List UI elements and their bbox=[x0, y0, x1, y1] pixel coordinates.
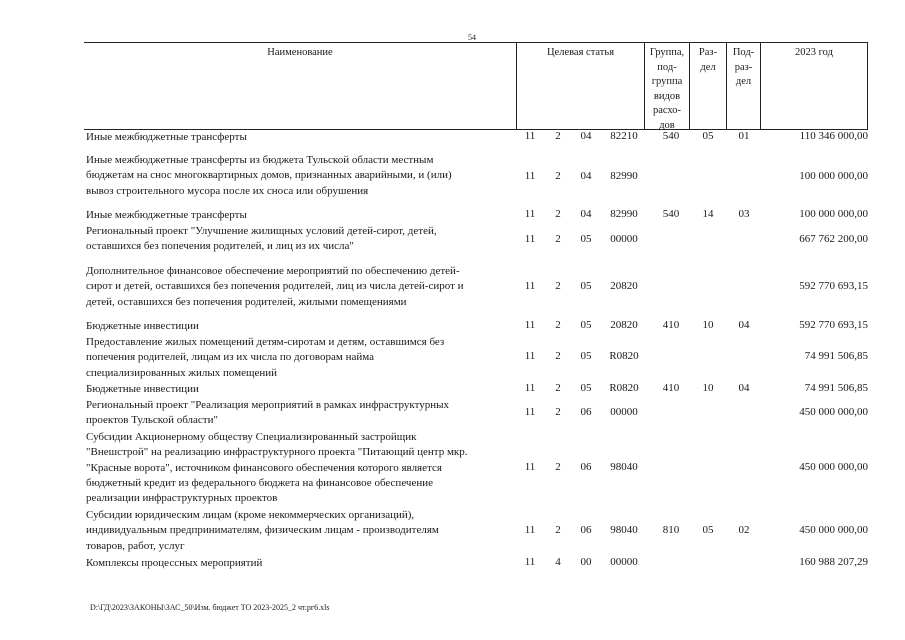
row-name-line: Дополнительное финансовое обеспечение мероприятий по обеспечению детей- bbox=[86, 265, 460, 277]
table-row bbox=[86, 153, 868, 199]
cell-code-2: 2 bbox=[555, 524, 561, 536]
cell-code-4: 00000 bbox=[610, 556, 638, 568]
cell-code-3: 04 bbox=[580, 130, 592, 142]
cell-code-4: 20820 bbox=[610, 280, 638, 292]
cell-subsection: 03 bbox=[738, 208, 750, 220]
cell-code-1: 11 bbox=[524, 556, 536, 568]
row-name bbox=[86, 335, 518, 381]
row-name-line: Бюджетные инвестиции bbox=[86, 320, 199, 332]
cell-code-1: 11 bbox=[524, 170, 536, 182]
cell-amount: 450 000 000,00 bbox=[799, 461, 868, 473]
row-name-line: проектов Тульской области" bbox=[86, 414, 218, 427]
cell-expense-group: 410 bbox=[662, 382, 680, 394]
header-group-line: видов bbox=[653, 90, 681, 102]
row-name bbox=[86, 130, 518, 145]
table-row bbox=[86, 130, 868, 145]
cell-code-1: 11 bbox=[524, 524, 536, 536]
header-subsection bbox=[726, 43, 760, 129]
cell-amount: 100 000 000,00 bbox=[799, 170, 868, 182]
cell-subsection: 04 bbox=[738, 319, 750, 331]
table-row bbox=[86, 224, 868, 255]
cell-code-2: 2 bbox=[555, 208, 561, 220]
cell-code-2: 2 bbox=[555, 170, 561, 182]
cell-section: 05 bbox=[702, 130, 714, 142]
table-row bbox=[86, 264, 868, 310]
cell-amount: 592 770 693,15 bbox=[799, 280, 868, 292]
cell-section: 10 bbox=[702, 382, 714, 394]
cell-section: 05 bbox=[702, 524, 714, 536]
cell-section: 14 bbox=[702, 208, 714, 220]
row-name-line: индивидуальным предпринимателям, физическим лицам - производителям bbox=[86, 524, 439, 537]
row-name bbox=[86, 430, 518, 506]
cell-code-1: 11 bbox=[524, 319, 536, 331]
row-name-line: Субсидии Акционерному обществу Специализированный застройщик bbox=[86, 431, 417, 443]
table-row bbox=[86, 319, 868, 334]
header-group-line: расхо- bbox=[652, 105, 682, 117]
header-target-article: Целевая статья bbox=[516, 43, 644, 129]
cell-code-3: 05 bbox=[580, 233, 592, 245]
header-group-line: Группа, bbox=[649, 47, 685, 58]
cell-subsection: 04 bbox=[738, 382, 750, 394]
cell-code-3: 04 bbox=[580, 170, 592, 182]
cell-code-2: 2 bbox=[555, 350, 561, 362]
header-subsection-line: раз- bbox=[734, 61, 753, 73]
row-name bbox=[86, 508, 518, 554]
row-name bbox=[86, 319, 518, 334]
row-name-line: Иные межбюджетные трансферты bbox=[86, 209, 247, 221]
cell-expense-group: 410 bbox=[662, 319, 680, 331]
cell-code-4: 20820 bbox=[610, 319, 638, 331]
cell-code-3: 06 bbox=[580, 461, 592, 473]
cell-code-2: 2 bbox=[555, 406, 561, 418]
row-name-line: Региональный проект "Улучшение жилищных условий детей-сирот, детей, bbox=[86, 225, 437, 237]
header-group-line: дов bbox=[659, 119, 675, 131]
header-section-line: дел bbox=[700, 61, 716, 73]
cell-code-2: 2 bbox=[555, 130, 561, 142]
table-row bbox=[86, 382, 868, 397]
cell-amount: 592 770 693,15 bbox=[799, 319, 868, 331]
cell-amount: 667 762 200,00 bbox=[799, 233, 868, 245]
cell-code-1: 11 bbox=[524, 233, 536, 245]
cell-code-2: 2 bbox=[555, 233, 561, 245]
table-row bbox=[86, 208, 868, 223]
row-name-line: Предоставление жилых помещений детям-сиротам и детям, оставшимся без bbox=[86, 336, 445, 348]
cell-code-4: 00000 bbox=[610, 406, 638, 418]
page-number: 54 bbox=[468, 33, 476, 42]
table-row bbox=[86, 508, 868, 554]
row-name bbox=[86, 382, 518, 397]
row-name-line: товаров, работ, услуг bbox=[86, 539, 185, 552]
footer-file-path: D:\ГД\2023\ЗАКОНЫ\ЗАС_50\Изм. бюджет ТО 2023-2025_2 чт.рг6.xls bbox=[90, 603, 330, 612]
row-name-line: сирот и детей, оставшихся без попечения родителей, лиц из числа детей-сирот и bbox=[86, 280, 464, 293]
cell-code-2: 2 bbox=[555, 382, 561, 394]
row-name-line: Субсидии юридическим лицам (кроме некоммерческих организаций), bbox=[86, 509, 415, 521]
cell-amount: 160 988 207,29 bbox=[799, 556, 868, 568]
table-row bbox=[86, 335, 868, 381]
cell-code-4: 82990 bbox=[610, 170, 638, 182]
header-name: Наименование bbox=[267, 47, 333, 58]
cell-amount: 450 000 000,00 bbox=[799, 524, 868, 536]
cell-code-4: 98040 bbox=[610, 461, 638, 473]
cell-subsection: 01 bbox=[738, 130, 750, 142]
header-section bbox=[689, 43, 726, 129]
row-name-line: реализации инфраструктурных проектов bbox=[86, 492, 278, 505]
row-name bbox=[86, 153, 518, 199]
row-name-line: Иные межбюджетные трансферты bbox=[86, 131, 247, 143]
cell-code-3: 05 bbox=[580, 350, 592, 362]
row-name bbox=[86, 208, 518, 223]
cell-amount: 110 346 000,00 bbox=[799, 130, 868, 142]
row-name-line: Региональный проект "Реализация мероприятий в рамках инфраструктурных bbox=[86, 399, 450, 411]
cell-code-1: 11 bbox=[524, 350, 536, 362]
header-subsection-line: Под- bbox=[732, 47, 755, 58]
cell-code-3: 05 bbox=[580, 319, 592, 331]
row-name bbox=[86, 398, 518, 429]
header-group-line: группа bbox=[651, 76, 683, 88]
row-name bbox=[86, 556, 518, 571]
cell-code-2: 2 bbox=[555, 461, 561, 473]
cell-code-1: 11 bbox=[524, 406, 536, 418]
cell-code-4: 82990 bbox=[610, 208, 638, 220]
cell-code-1: 11 bbox=[524, 208, 536, 220]
row-name-line: "Красные ворота", источником финансового обеспечения которого является bbox=[86, 461, 442, 474]
table-row bbox=[86, 398, 868, 429]
cell-code-3: 05 bbox=[580, 280, 592, 292]
row-name-line: оставшихся без попечения родителей, и лиц из их числа" bbox=[86, 240, 354, 253]
cell-code-1: 11 bbox=[524, 382, 536, 394]
row-name-line: вывоз строительного мусора после их сноса или обрушения bbox=[86, 184, 369, 197]
cell-code-1: 11 bbox=[524, 130, 536, 142]
header-expense-group bbox=[644, 43, 689, 129]
cell-code-2: 4 bbox=[555, 556, 561, 568]
row-name-line: попечения родителей, лицам из их числа по договорам найма bbox=[86, 351, 374, 364]
row-name-line: Комплексы процессных мероприятий bbox=[86, 557, 263, 569]
row-name-line: бюджетам на снос многоквартирных домов, признанных аварийными, и (или) bbox=[86, 169, 452, 182]
cell-code-4: 98040 bbox=[610, 524, 638, 536]
cell-expense-group: 540 bbox=[662, 208, 680, 220]
row-name-line: бюджетный кредит из федерального бюджета на финансовое обеспечение bbox=[86, 476, 433, 489]
cell-code-3: 05 bbox=[580, 382, 592, 394]
cell-section: 10 bbox=[702, 319, 714, 331]
cell-code-4: R0820 bbox=[609, 382, 639, 394]
cell-code-3: 06 bbox=[580, 524, 592, 536]
row-name bbox=[86, 264, 518, 310]
cell-expense-group: 810 bbox=[662, 524, 680, 536]
cell-amount: 450 000 000,00 bbox=[799, 406, 868, 418]
header-section-line: Раз- bbox=[698, 47, 718, 58]
header-group-line: под- bbox=[657, 61, 677, 73]
table-row bbox=[86, 556, 868, 571]
row-name-line: Бюджетные инвестиции bbox=[86, 383, 199, 395]
cell-code-3: 00 bbox=[580, 556, 592, 568]
cell-subsection: 02 bbox=[738, 524, 750, 536]
cell-code-2: 2 bbox=[555, 280, 561, 292]
row-name-line: "Внешстрой" на реализацию инфраструктурного проекта "Питающий центр мкр. bbox=[86, 446, 468, 459]
row-name bbox=[86, 224, 518, 255]
row-name-line: специализированных жилых помещений bbox=[86, 366, 278, 379]
cell-code-4: 82210 bbox=[610, 130, 638, 142]
cell-code-3: 04 bbox=[580, 208, 592, 220]
header-year-2023: 2023 год bbox=[760, 43, 868, 129]
table-header bbox=[84, 42, 868, 130]
header-subsection-line: дел bbox=[735, 76, 752, 88]
table-row bbox=[86, 430, 868, 507]
cell-code-4: 00000 bbox=[610, 233, 638, 245]
cell-code-2: 2 bbox=[555, 319, 561, 331]
cell-code-3: 06 bbox=[580, 406, 592, 418]
row-name-line: Иные межбюджетные трансферты из бюджета Тульской области местным bbox=[86, 154, 434, 166]
cell-amount: 100 000 000,00 bbox=[799, 208, 868, 220]
cell-expense-group: 540 bbox=[662, 130, 680, 142]
row-name-line: детей, оставшихся без попечения родителей, жилыми помещениями bbox=[86, 295, 407, 308]
cell-amount: 74 991 506,85 bbox=[804, 382, 868, 394]
cell-amount: 74 991 506,85 bbox=[804, 350, 868, 362]
cell-code-4: R0820 bbox=[609, 350, 639, 362]
cell-code-1: 11 bbox=[524, 461, 536, 473]
cell-code-1: 11 bbox=[524, 280, 536, 292]
